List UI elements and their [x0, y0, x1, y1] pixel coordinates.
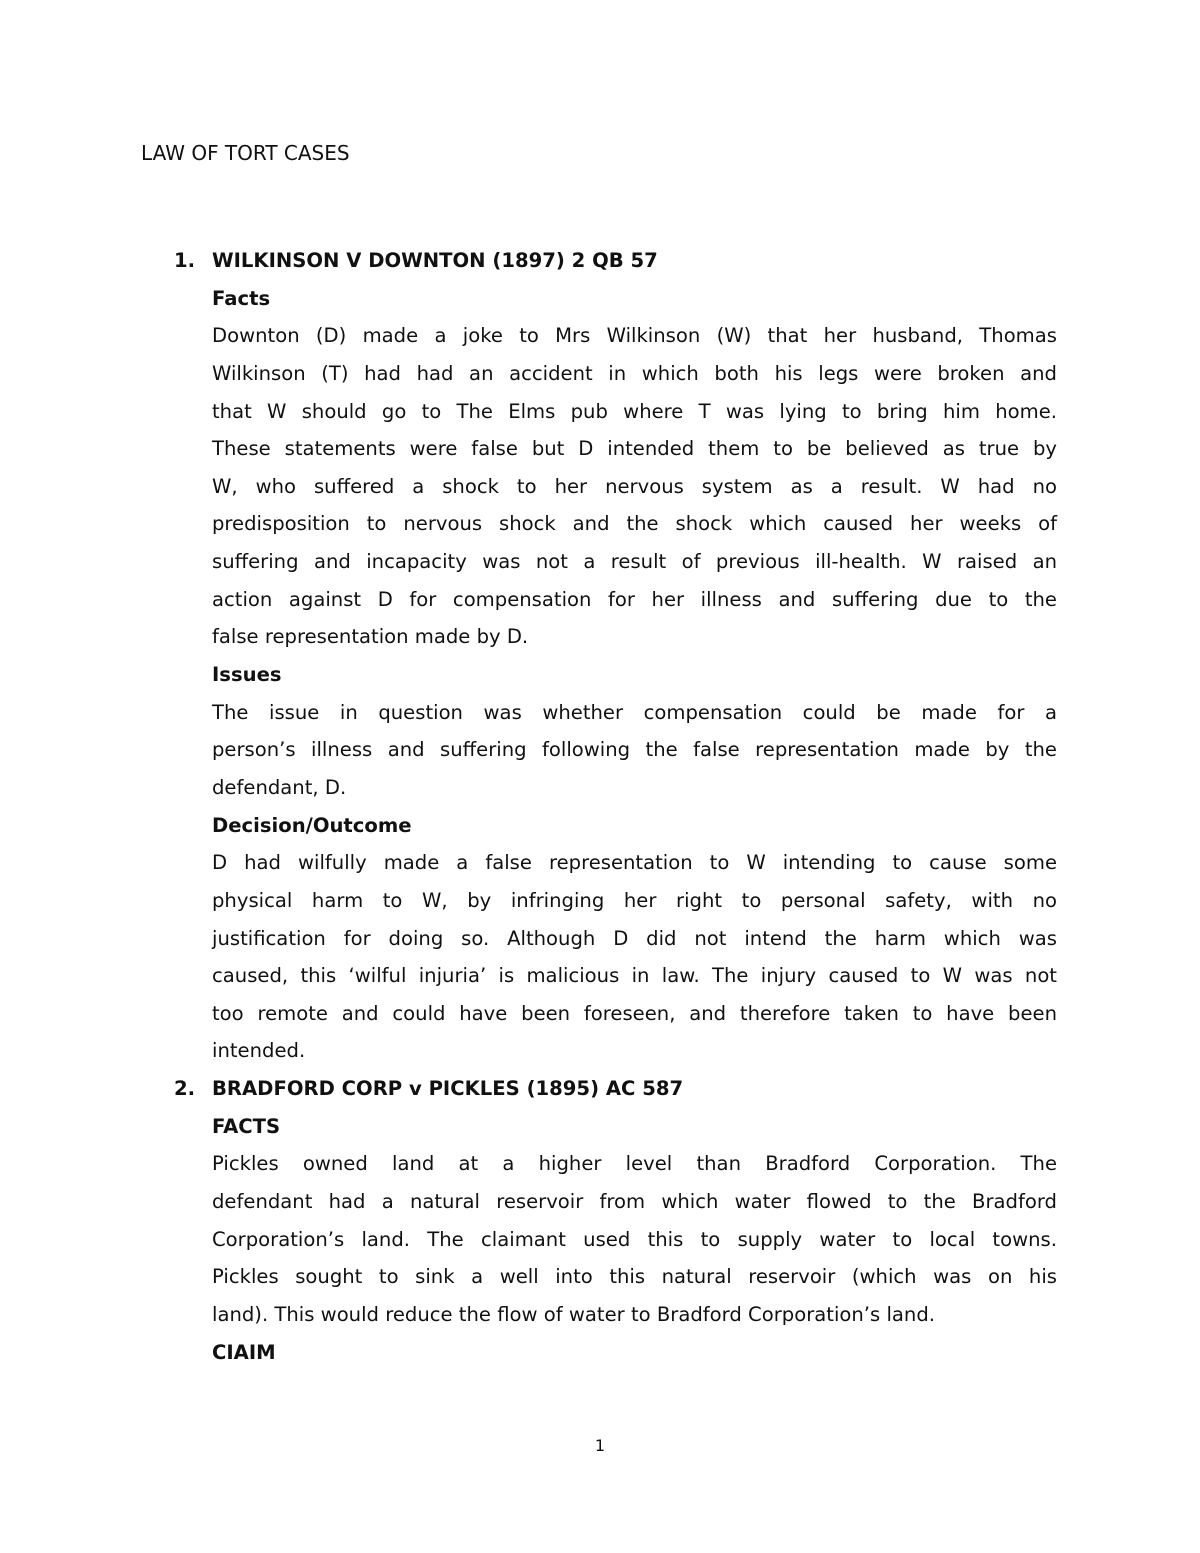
paragraph-text: Pickles owned land at a higher level than Bradford Corporation. The: [212, 1152, 1057, 1176]
paragraph-line: [0, 995, 1200, 1033]
section-heading-line: [0, 807, 1200, 845]
paragraph-line: [0, 769, 1200, 807]
document-body: [0, 242, 1200, 1371]
section-heading-line: [0, 656, 1200, 694]
paragraph-line: [0, 317, 1200, 355]
document-title: LAW OF TORT CASES: [141, 141, 350, 165]
paragraph-text: person’s illness and suffering following the false representation made by the: [212, 738, 1057, 762]
paragraph-line: [0, 1258, 1200, 1296]
paragraph-text: suffering and incapacity was not a result of previous ill-health. W raised an: [212, 550, 1057, 574]
case-number: 2.: [174, 1077, 196, 1101]
section-heading: CIAIM: [212, 1340, 276, 1364]
paragraph-text: D had wilfully made a false representation to W intending to cause some: [212, 851, 1057, 875]
paragraph-line: [0, 957, 1200, 995]
case-number: 1.: [174, 249, 196, 272]
paragraph-text: Wilkinson (T) had had an accident in which both his legs were broken and: [212, 361, 1057, 385]
case-heading: BRADFORD CORP v PICKLES (1895) AC 587: [212, 1077, 684, 1101]
paragraph-line: [0, 1183, 1200, 1221]
paragraph-line: [0, 1221, 1200, 1259]
paragraph-text: W, who suffered a shock to her nervous system as a result. W had no: [212, 474, 1057, 498]
paragraph-line: [0, 543, 1200, 581]
paragraph-text: caused, this ‘wilful injuria’ is malicious in law. The injury caused to W was not: [212, 964, 1057, 988]
paragraph-line: [0, 618, 1200, 656]
paragraph-text: false representation made by D.: [212, 625, 529, 649]
paragraph-text: predisposition to nervous shock and the shock which caused her weeks of: [212, 512, 1057, 536]
paragraph-text: These statements were false but D intended them to be believed as true by: [212, 437, 1057, 461]
paragraph-text: Corporation’s land. The claimant used this to supply water to local towns.: [212, 1227, 1057, 1251]
paragraph-line: [0, 882, 1200, 920]
paragraph-line: [0, 355, 1200, 393]
section-heading: Facts: [212, 286, 271, 310]
paragraph-line: [0, 731, 1200, 769]
paragraph-text: that W should go to The Elms pub where T was lying to bring him home.: [212, 399, 1057, 423]
page-number: 1: [594, 1436, 606, 1455]
paragraph-text: defendant, D.: [212, 775, 347, 799]
paragraph-text: Pickles sought to sink a well into this natural reservoir (which was on his: [212, 1265, 1057, 1289]
paragraph-line: [0, 581, 1200, 619]
paragraph-line: [0, 1296, 1200, 1334]
paragraph-text: defendant had a natural reservoir from which water flowed to the Bradford: [212, 1190, 1057, 1214]
case-heading-line: [0, 242, 1200, 280]
paragraph-text: land). This would reduce the flow of water to Bradford Corporation’s land.: [212, 1302, 935, 1326]
paragraph-line: [0, 1032, 1200, 1070]
paragraph-line: [0, 505, 1200, 543]
paragraph-line: [0, 920, 1200, 958]
paragraph-line: [0, 430, 1200, 468]
paragraph-text: Downton (D) made a joke to Mrs Wilkinson (W) that her husband, Thomas: [212, 324, 1057, 348]
section-heading: FACTS: [212, 1114, 281, 1138]
paragraph-text: justification for doing so. Although D did not intend the harm which was: [212, 926, 1057, 950]
paragraph-line: [0, 468, 1200, 506]
paragraph-text: too remote and could have been foreseen, and therefore taken to have been: [212, 1001, 1057, 1025]
paragraph-text: The issue in question was whether compensation could be made for a: [212, 700, 1057, 724]
paragraph-line: [0, 1145, 1200, 1183]
paragraph-line: [0, 694, 1200, 732]
case-heading: WILKINSON V DOWNTON (1897) 2 QB 57: [212, 249, 658, 272]
section-heading: Issues: [212, 663, 282, 687]
paragraph-text: action against D for compensation for her illness and suffering due to the: [212, 587, 1057, 611]
section-heading-line: [0, 280, 1200, 318]
section-heading-line: [0, 1334, 1200, 1372]
paragraph-text: physical harm to W, by infringing her right to personal safety, with no: [212, 888, 1057, 912]
section-heading-line: [0, 1108, 1200, 1146]
section-heading: Decision/Outcome: [212, 813, 412, 837]
case-heading-line: [0, 1070, 1200, 1108]
paragraph-line: [0, 844, 1200, 882]
paragraph-text: intended.: [212, 1039, 306, 1063]
paragraph-line: [0, 393, 1200, 431]
